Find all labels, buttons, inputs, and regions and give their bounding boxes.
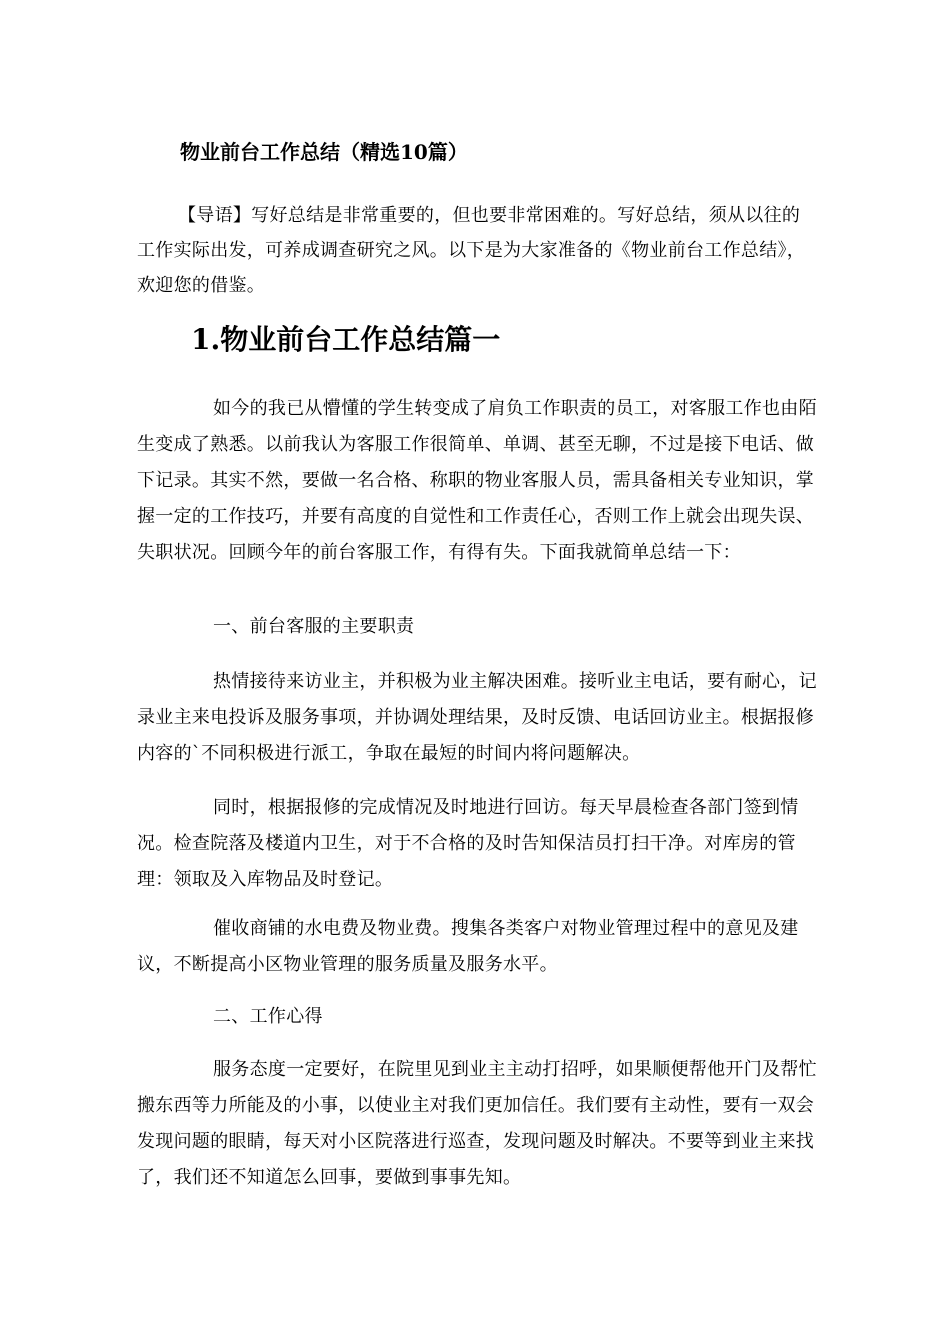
body-paragraph: 同时，根据报修的完成情况及时地进行回访。每天早晨检查各部门签到情况。检查院落及楼道内卫生，对于不合格的及时告知保洁员打扫干净。对库房的管理：领取及入库物品及时登记。	[137, 797, 799, 890]
document-title: 物业前台工作总结（精选10篇）	[180, 140, 468, 164]
body-paragraph: 服务态度一定要好，在院里见到业主主动打招呼，如果顺便帮他开门及帮忙搬东西等力所能及的小事，以使业主对我们更加信任。我们要有主动性，要有一双会发现问题的眼睛，每天对小区院落进行巡查，发现问题及时解决。不要等到业主来找了，我们还不知道怎么回事，要做到事事先知。	[137, 1059, 817, 1188]
subheading: 二、工作心得	[213, 1006, 323, 1027]
section-heading: 1.物业前台工作总结篇一	[191, 323, 501, 356]
body-paragraph: 催收商铺的水电费及物业费。搜集各类客户对物业管理过程中的意见及建议，不断提高小区物业管理的服务质量及服务水平。	[137, 918, 799, 975]
intro-paragraph: 【导语】写好总结是非常重要的，但也要非常困难的。写好总结，须从以往的工作实际出发，可养成调查研究之风。以下是为大家准备的《物业前台工作总结》，欢迎您的借鉴。	[137, 205, 806, 296]
subheading: 一、前台客服的主要职责	[213, 616, 415, 637]
body-paragraph: 如今的我已从懵懂的学生转变成了肩负工作职责的员工，对客服工作也由陌生变成了熟悉。以前我认为客服工作很简单、单调、甚至无聊，不过是接下电话、做下记录。其实不然，要做一名合格、称职的物业客服人员，需具备相关专业知识，掌握一定的工作技巧，并要有高度的自觉性和工作责任心，否则工作上就会出现失误、失职状况。回顾今年的前台客服工作，有得有失。下面我就简单总结一下：	[137, 398, 817, 563]
body-paragraph: 热情接待来访业主，并积极为业主解决困难。接听业主电话，要有耐心，记录业主来电投诉及服务事项，并协调处理结果，及时反馈、电话回访业主。根据报修内容的`不同积极进行派工，争取在最短的时间内将问题解决。	[137, 671, 817, 764]
